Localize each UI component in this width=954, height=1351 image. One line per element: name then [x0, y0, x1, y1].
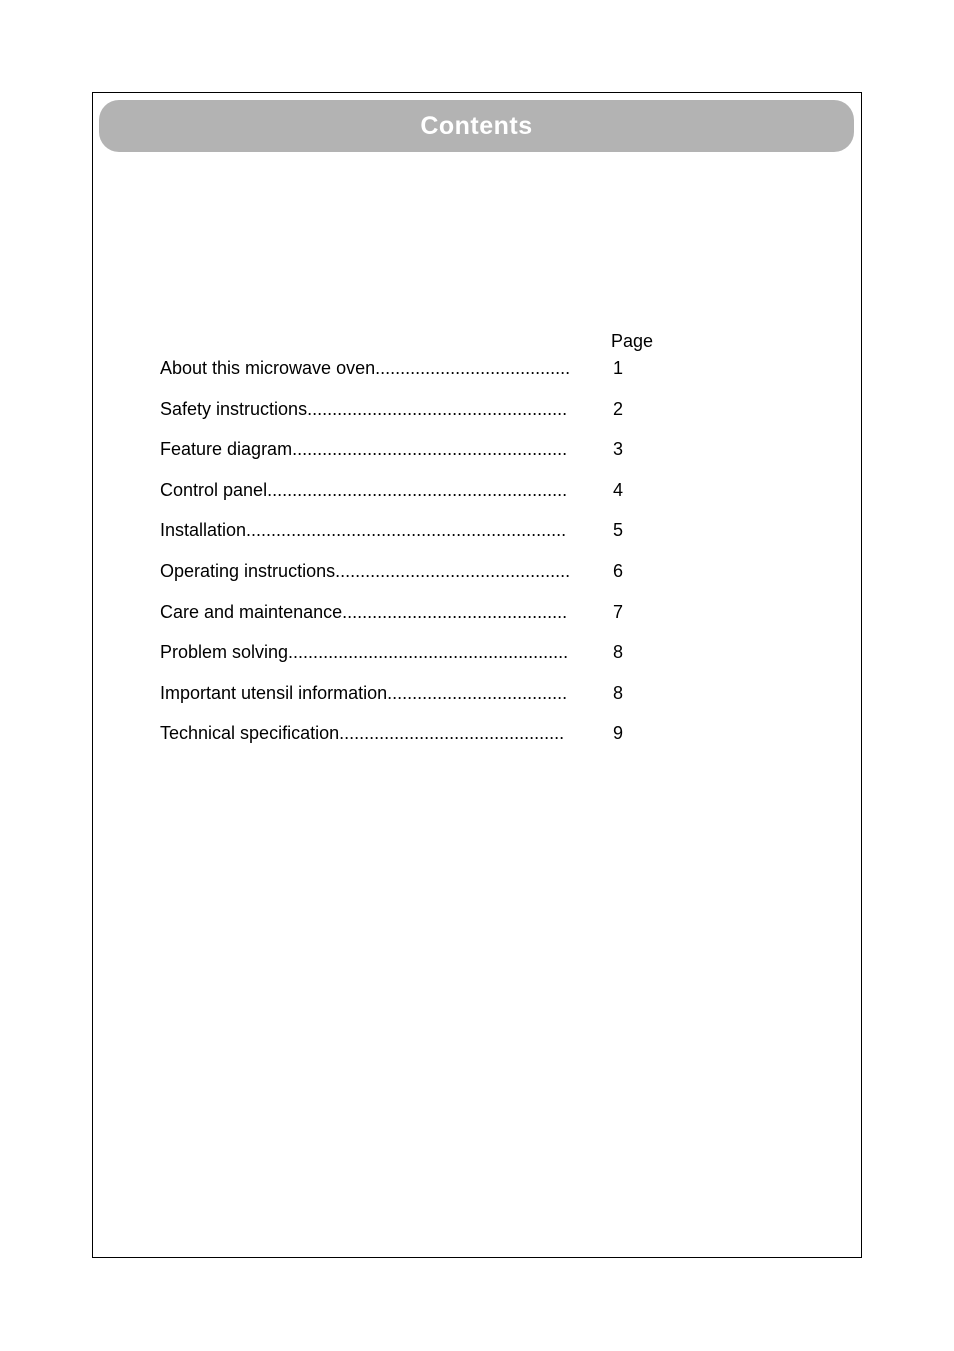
toc-page-number: 2: [613, 398, 624, 419]
toc-entry-label: Important utensil information....................................: [160, 682, 568, 703]
toc-page-number: 8: [613, 682, 624, 703]
toc-page-number: 3: [613, 439, 624, 460]
toc-entry-utensil[interactable]: [160, 683, 640, 724]
toc-entry-label: Safety instructions....................................................: [160, 398, 568, 419]
toc-entry-label: Operating instructions...............................................: [160, 560, 571, 581]
toc-page-number: 5: [613, 520, 624, 541]
toc-entry-label: Problem solving........................................................: [160, 642, 569, 663]
toc-entry-problem-solving[interactable]: [160, 642, 640, 683]
toc-page-number: 4: [613, 479, 624, 500]
toc-entry-care[interactable]: [160, 602, 640, 643]
page-title: Contents: [420, 111, 533, 140]
toc-entry-control-panel[interactable]: [160, 480, 640, 521]
page-column-header: Page: [611, 331, 654, 351]
toc-entry-label: Technical specification.............................................: [160, 723, 565, 744]
toc-entry-label: About this microwave oven.......................................: [160, 358, 571, 378]
toc-page-number: 8: [613, 642, 624, 663]
toc-entry-feature-diagram[interactable]: [160, 439, 640, 480]
toc-entry-operating[interactable]: [160, 561, 640, 602]
table-of-contents: [160, 358, 640, 764]
toc-entry-label: Feature diagram.......................................................: [160, 439, 568, 460]
toc-page-number: 7: [613, 601, 624, 622]
toc-page-number: 9: [613, 723, 624, 744]
toc-entry-label: Control panel............................................................: [160, 479, 568, 500]
toc-entry-label: Care and maintenance.............................................: [160, 601, 568, 622]
toc-page-number: 6: [613, 560, 624, 581]
toc-entry-safety[interactable]: [160, 399, 640, 440]
contents-title-bar: [99, 100, 854, 152]
toc-entry-installation[interactable]: [160, 520, 640, 561]
toc-entry-technical[interactable]: [160, 723, 640, 764]
toc-entry-about[interactable]: [160, 358, 640, 399]
toc-page-number: 1: [613, 358, 624, 378]
toc-entry-label: Installation................................................................: [160, 520, 567, 541]
